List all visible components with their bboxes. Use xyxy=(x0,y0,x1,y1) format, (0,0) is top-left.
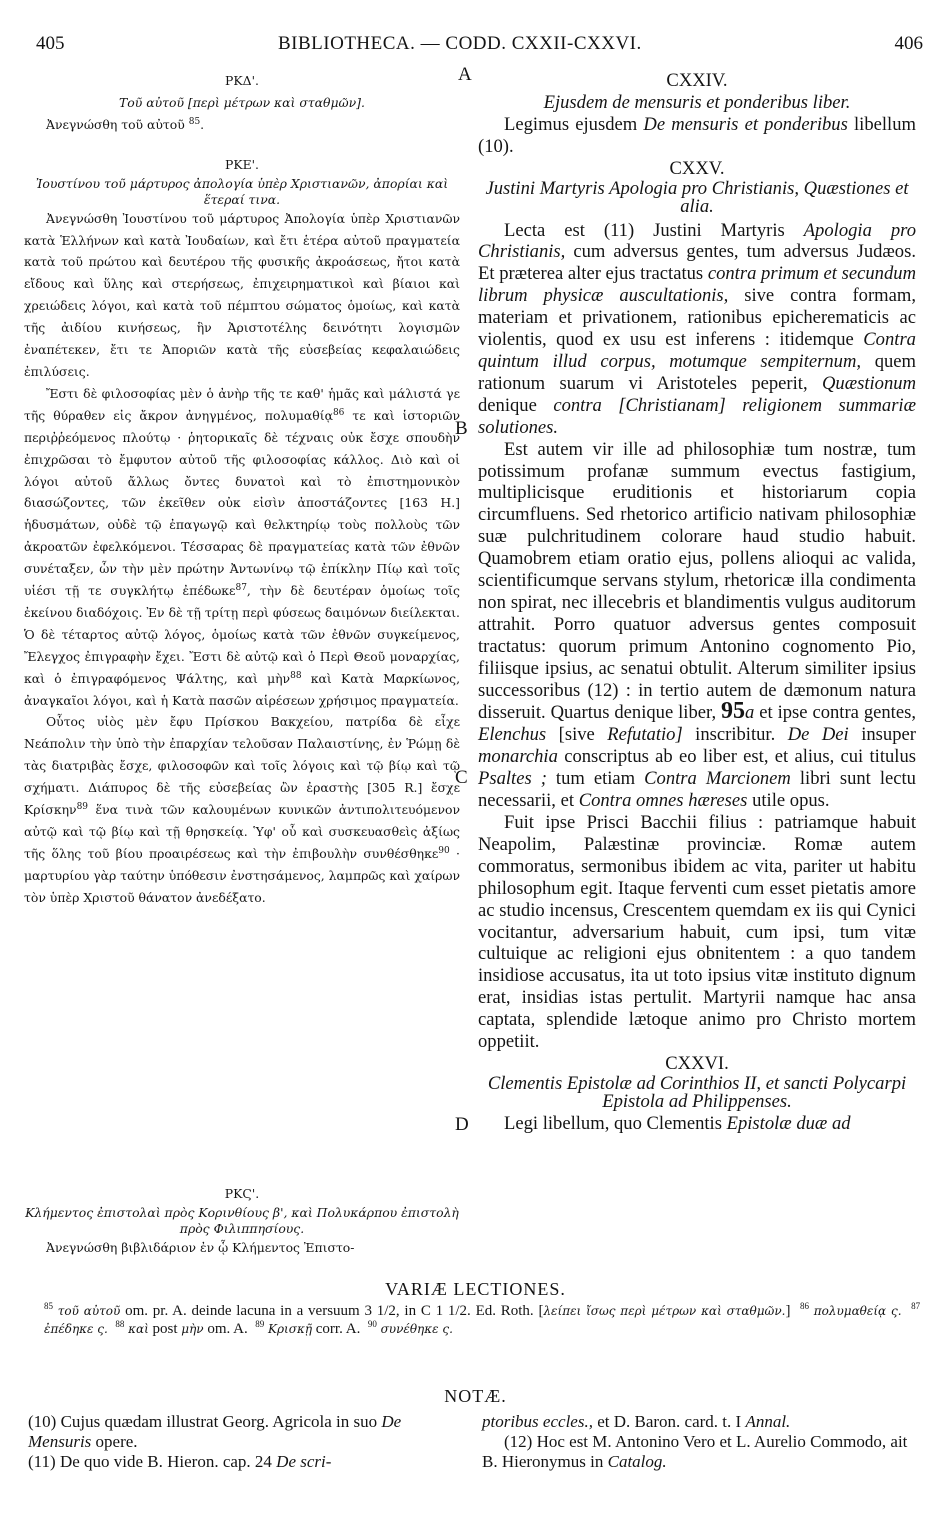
greek-s125-p1: Ἀνεγνώσθη Ἰουστίνου τοῦ μάρτυρος Ἀπολογία ὑπὲρ Χριστιανῶν κατὰ Ἑλλήνων καὶ κατὰ Ἰουδαίων, καὶ ἔτι ἑτέρα αὐτοῦ πραγματεία κατὰ τοῦ πρώτου καὶ δευτέρου τῆς φυσικῆς ἀκροάσεως, ἤτοι κατὰ εἴδους καὶ ὕλης καὶ στερήσεως, ἐπιχειρηματικοὶ καὶ βίαιοι καὶ χρειώδεις λόγοι, καὶ κατὰ τοῦ πέμπτου σώματος ὁμοίως, καὶ κατὰ τῆς ἀιδίου κινήσεως, ἣν Ἀριστοτέλης δεινότητι λογισμῶν ἐναπέτεκεν, ἔτι τε Ἀποριῶν κατὰ τῆς εὐσεβείας κεφαλαιώδεις ἐπιλύσεις. xyxy=(24,210,460,379)
latin-s125-p2: Est autem vir ille ad philosophiæ tum nostræ, tum potissimum profanæ summum evectus fastigium, multiplicisque eruditionis et historiarum copia circumfluens. Sed rhetorico artificio nativam philosophiæ suæ pulchritudinem colorare haud studio habuit. Quamobrem etiam oratio ejus, pollens alioqui ac valida, scientificumque servans stylum, rhetoricæ illa condimenta non spirat, nec illecebris et blandimentis vulgus auditorum attrahit. Porro quatuor adversus gentes composuit tractatus: quorum primum Antonino cognomento Pio, filiisque ipsius, ac senatui obtulit. Alterum similiter ipsius successoribus (12) : in tertio autem de dæmonum natura disseruit. Quartus denique liber, 95a et ipse contra gentes, Elenchus [sive Refutatio] inscribitur. De Dei insuper monarchia conscriptus ab eo liber est, et alius, cui titulus Psaltes ; tum etiam Contra Marcionem libri sunt lectu necessarii, et Contra omnes hæreses utile opus. xyxy=(478,438,917,812)
margin-letter-c: C xyxy=(455,767,468,788)
latin-s124-text: Legimus ejusdem De mensuris et ponderibus libellum (10). xyxy=(478,113,916,157)
latin-s124-title: Ejusdem de mensuris et ponderibus liber. xyxy=(543,91,851,113)
greek-s125-p3: Οὗτος υἱὸς μὲν ἔφυ Πρίσκου Βακχείου, πατρίδα δὲ εἶχε Νεάπολιν τὴν ὑπὸ τὴν ἐπαρχίαν τελοῦσαν Παλαιστίνης, ἐν Ῥώμῃ δὲ τὰς διατριβὰς ἔσχε, φιλοσοφῶν καὶ τοῖς λόγοις καὶ τῷ βίῳ καὶ τῷ σχήματι. Διάπυρος δὲ τῆς εὐσεβείας ὢν ἐραστὴς [305 R.] ἔσχε Κρίσκην$^{89}$ ἕνα τινὰ τῶν καλουμένων κυνικῶν ἀντιπολιτευόμενον αὐτῷ καὶ τῷ βίῳ καὶ τῇ θρησκείᾳ. Ὑφ' οὗ καὶ συσκευασθεὶς ἀξίως τῆς ὅλης τοῦ βίου προαιρέσεως καὶ τὴν ἐπιβουλὴν συνθέσθηκε$^{90}$ · μαρτυρίου γὰρ ταύτην ὑπόθεσιν ἐνστησάμενος, λαμπρῶς καὶ χαίρων τὸν ὑπὲρ Χριστοῦ θάνατον ἀνεδέξατο. xyxy=(24,714,460,905)
latin-s125-heading: CXXV. xyxy=(669,157,725,179)
greek-s125-title: Ἰουστίνου τοῦ μάρτυρος ἀπολογία ὑπὲρ Χριστιανῶν, ἀπορίαι καὶ ἕτεραί τινα. xyxy=(35,175,449,207)
greek-s125-p2: Ἔστι δὲ φιλοσοφίας μὲν ὁ ἀνὴρ τῆς τε καθ' ἡμᾶς καὶ μάλιστά γε τῆς θύραθεν εἰς ἄκρον ἀνηγμένος, πολυμαθίᾳ$^{86}$ τε καὶ ἱστοριῶν περιῤῥεόμενος πλούτῳ · ῥητορικαῖς δὲ τέχναις οὐκ ἔσχε σπουδὴν ἐπιχρῶσαι τὸ ἔμφυτον αὐτοῦ τῆς φιλοσοφίας κάλλος. Διὸ καὶ οἱ λόγοι αὐτοῦ ἄλλως ὄντες δυνατοὶ καὶ τὸ ἐπιστημονικὸν διασώζοντες, τῶν ἐκεῖθεν οὐκ εἰσὶν ἀποστάζοντες [163 H.] ἡδυσμάτων, οὐδὲ τῷ ἐπαγωγῷ καὶ θελκτηρίῳ τοὺς πολλοὺς τῶν ἀκροατῶν ἐφελκόμενοι. Τέσσαρας δὲ πραγματείας κατὰ τῶν ἐθνῶν συνέταξεν, ὧν τὴν μὲν πρώτην Ἀντωνίνῳ τῷ ἐπίκλην Πίῳ καὶ τοῖς υἱέσι τῇ τε συγκλήτῳ ἐπέδωκε$^{87}$, τὴν δὲ δευτέραν ὁμοίως τοῖς ἐκείνου διαδόχοις. Ἐν δὲ τῇ τρίτῃ περὶ φύσεως δαιμόνων διείλεκται. Ὁ δὲ τέταρτος αὐτῷ λόγος, ὁμοίως κατὰ τῶν ἐθνῶν συγκείμενος, Ἔλεγχος ἐπιγραφὴν ἔχει. Ἔστι δὲ αὐτῷ καὶ ὁ Περὶ Θεοῦ μοναρχίας, καὶ ὁ ἐπιγραφόμενος Ψάλτης, καὶ μὴν$^{88}$ καὶ Κατὰ Μαρκίωνος, ἀναγκαῖοι λόγοι, καὶ ἡ Κατὰ πασῶν αἱρέσεων χρήσιμος πραγματεία. xyxy=(24,385,461,708)
note-10: (10) Cujus quædam illustrat Georg. Agricola in suo De Mensuris opere. xyxy=(28,1412,402,1451)
notae-right-column xyxy=(482,1412,922,1472)
margin-letter-a: A xyxy=(458,64,472,85)
latin-s126-heading: CXXVI. xyxy=(665,1052,729,1074)
notae-title: NOTÆ. xyxy=(444,1386,507,1406)
note-11-continued: ptoribus eccles., et D. Baron. card. t. I Annal. xyxy=(482,1412,791,1431)
greek-s124-heading: ΡΚΔ'. xyxy=(225,73,259,88)
page-number-left: 405 xyxy=(36,33,65,54)
greek-s126-heading: ΡΚϚ'. xyxy=(224,1186,260,1201)
greek-s126-title: Κλήμεντος ἐπιστολαὶ πρὸς Κορινθίους β', καὶ Πολυκάρπου ἐπιστολὴ πρὸς Φιλιππησίους. xyxy=(25,1204,459,1236)
latin-s126-text: Legi libellum, quo Clementis Epistolæ duæ ad xyxy=(504,1112,851,1134)
latin-s125-title: Justini Martyris Apologia pro Christianis, Quæstiones et alia. xyxy=(485,177,909,217)
latin-s125-p1: Lecta est (11) Justini Martyris Apologia pro Christianis, cum adversus gentes, tum adversus Judæos. Et præterea alter ejus tractatus contra primum et secundum librum physicæ auscultationis, sive contra formam, materiam et privationem, rationibus epicherematicis ac violentis, quod ex usu est inferens : itidemque Contra quintum illud corpus, motumque sempiternum, quem rationum suarum vi Aristoteles peperit, Quæstionum denique contra [Christianam] religionem summariæ solutiones. xyxy=(478,219,917,438)
latin-s126-title: Clementis Epistolæ ad Corinthios II, et sancti Polycarpi Epistola ad Philippenses. xyxy=(487,1072,907,1112)
running-title: BIBLIOTHECA. — CODD. CXXII-CXXVI. xyxy=(278,33,642,54)
edition-page-marker: 95 xyxy=(721,698,746,725)
notae-left-column xyxy=(28,1412,460,1472)
margin-letter-b: B xyxy=(455,418,468,439)
latin-s124-heading: CXXIV. xyxy=(666,70,728,91)
running-header xyxy=(28,33,923,59)
greek-s125-heading: ΡΚΕ'. xyxy=(225,156,259,172)
greek-s124-title: Τοῦ αὐτοῦ [περὶ μέτρων καὶ σταθμῶν]. xyxy=(119,94,365,110)
greek-column xyxy=(24,70,460,909)
variae-lectiones-body: $^{85}$ τοῦ αὐτοῦ om. pr. A. deinde lacuna in a versuum 3 1/2, in C 1 1/2. Ed. Roth. [λείπει ἴσως περὶ μέτρων καὶ σταθμῶν.] $^{86}$ πολυμαθείᾳ ς. $^{87}$ ἐπέδηκε ς. $^{88}$ καὶ post μὴν om. A. $^{89}$ Κρισκῇ corr. A. $^{90}$ συνέθηκε ς. xyxy=(44,1301,921,1337)
variae-lectiones-title: VARIÆ LECTIONES. xyxy=(385,1279,566,1299)
greek-s126 xyxy=(24,1183,460,1259)
latin-s125-p3: Fuit ipse Prisci Bacchii filius : patriamque habuit Neapolim, Palæstinæ provinciæ. Romæ autem commoratus, sermonibus ibidem ac vita, pariter ut habitu philosophum egit. Itaque ferventi cum esset pietatis amore ac studio incensus, Crescentem quemdam ex iis qui Cynici vocitantur, adversarium habuit, cum ipsi, tum vitæ cultuique ac religioni ejus obnitentem : a quo tandem insidiose accusatus, ita ut toto ipsius vitæ instituto dignum erat, insidias istas pertulit. Martyrii namque hac ansa captata, splendide lætoque animo pro Christo mortem oppetiit. xyxy=(478,812,916,1053)
note-12: (12) Hoc est M. Antonino Vero et L. Aurelio Commodo, ait B. Hieronymus in Catalog. xyxy=(482,1432,908,1471)
greek-s124-text: Ἀνεγνώσθη τοῦ αὐτοῦ $^{85}$. xyxy=(46,116,205,132)
note-11: (11) De quo vide B. Hieron. cap. 24 De scri- xyxy=(28,1452,332,1471)
latin-column xyxy=(478,70,916,1135)
greek-s126-text: Ἀνεγνώσθη βιβλιδάριον ἐν ᾧ Κλήμεντος Ἐπιστο- xyxy=(46,1239,355,1255)
margin-letter-d: D xyxy=(455,1114,469,1135)
page-number-right: 406 xyxy=(894,33,923,54)
